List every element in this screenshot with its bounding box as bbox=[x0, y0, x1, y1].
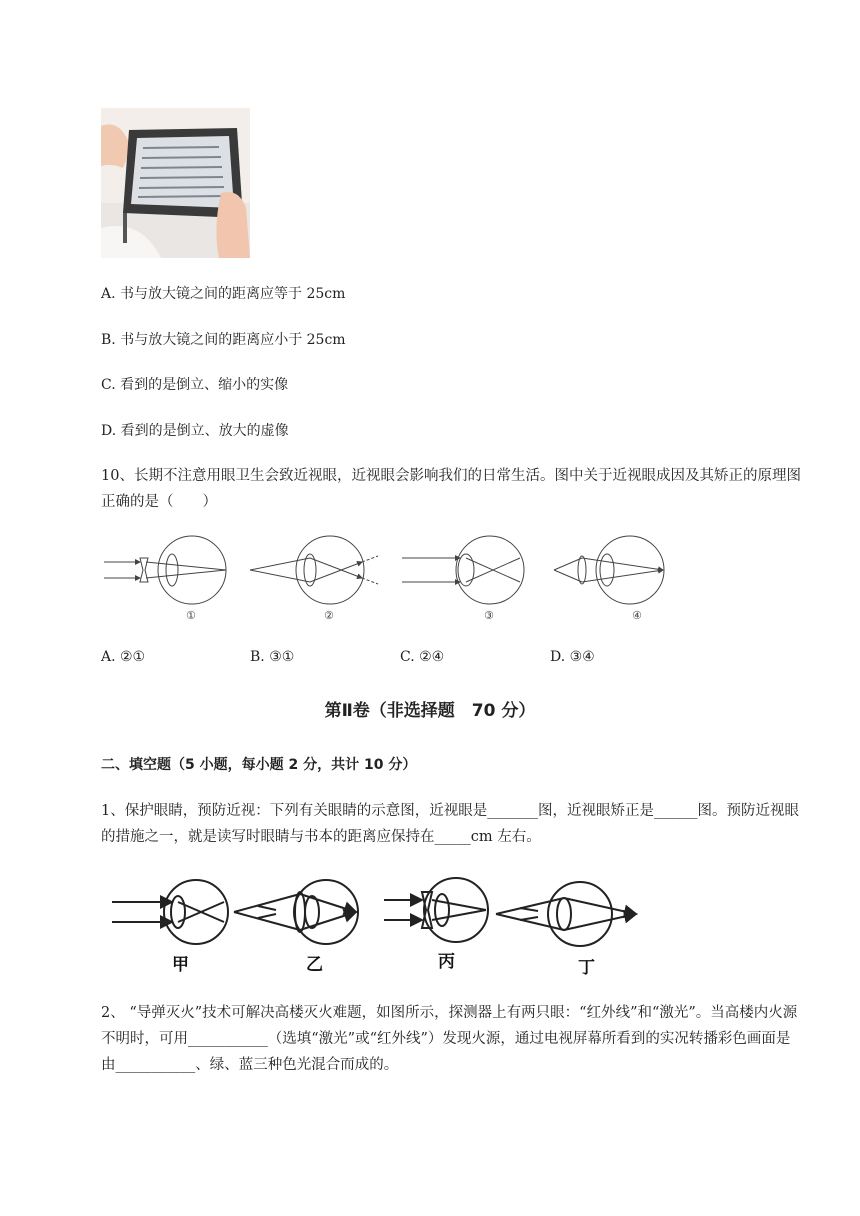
fill2-text: 2、 “导弹灭火”技术可解决高楼灭火难题，如图所示，探测器上有两只眼：“红外线”和“激光”。当高楼内火源不明时，可用___________（选填“激光”或“红外线”）发现火源，通过电视屏幕所看到的实况转播彩色画面是由___________、绿、蓝三种色光混合而成的。 bbox=[101, 1005, 798, 1073]
fill1-fig-label-jia: 甲 bbox=[172, 955, 189, 975]
q10-eye-diagrams bbox=[100, 532, 680, 624]
q10-option-c: C. ②④ bbox=[400, 649, 445, 665]
fill1-eye-diagrams bbox=[108, 870, 648, 980]
fill1-text: 1、保护眼睛，预防近视：下列有关眼睛的示意图，近视眼是_______图，近视眼矫正是______图。预防近视眼的措施之一，就是读写时眼睛与书本的距离应保持在_____cm 左右。 bbox=[101, 803, 799, 845]
q10-fig-label-3: ③ bbox=[484, 609, 494, 622]
q10-option-a: A. ②① bbox=[101, 649, 146, 665]
fill1-fig-label-bing: 丙 bbox=[438, 952, 455, 972]
q9-option-a: A. 书与放大镜之间的距离应等于 25cm bbox=[101, 286, 346, 302]
q10-stem: 10、长期不注意用眼卫生会致近视眼，近视眼会影响我们的日常生活。图中关于近视眼成因及其矫正的原理图正确的是（ ） bbox=[101, 468, 801, 510]
q9-option-c: C. 看到的是倒立、缩小的实像 bbox=[101, 377, 289, 393]
q10-fig-label-4: ④ bbox=[632, 609, 642, 622]
magnifier-photo bbox=[101, 108, 250, 258]
q10-option-d: D. ③④ bbox=[550, 649, 595, 665]
q10-option-b: B. ③① bbox=[250, 649, 295, 665]
q9-option-b: B. 书与放大镜之间的距离应小于 25cm bbox=[101, 332, 346, 348]
fill1-fig-label-ding: 丁 bbox=[578, 958, 595, 978]
section-title: 第Ⅱ卷（非选择题 70 分） bbox=[324, 701, 536, 721]
fill1-fig-label-yi: 乙 bbox=[306, 955, 323, 975]
q9-option-d: D. 看到的是倒立、放大的虚像 bbox=[101, 423, 289, 439]
q10-fig-label-2: ② bbox=[324, 609, 334, 622]
section-subtitle: 二、填空题（5 小题，每小题 2 分，共计 10 分） bbox=[101, 757, 417, 773]
q10-fig-label-1: ① bbox=[186, 609, 196, 622]
